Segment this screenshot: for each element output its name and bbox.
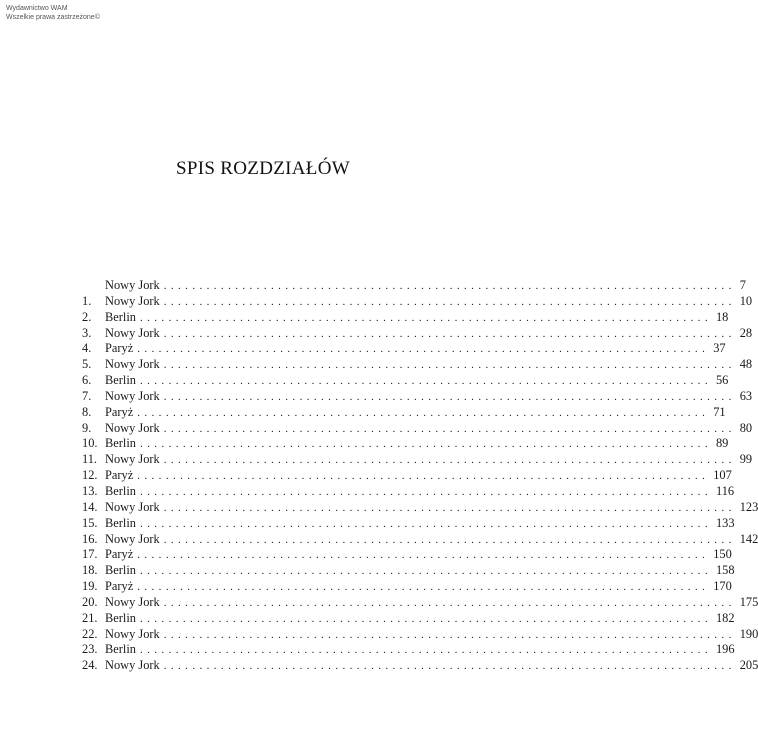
toc-entry — [82, 452, 753, 468]
toc-entry — [82, 357, 753, 373]
chapter-title: Nowy Jork — [105, 452, 160, 467]
chapter-title: Berlin — [105, 610, 136, 625]
toc-entry — [82, 642, 735, 658]
page-number: 99 — [739, 452, 753, 467]
dot-leader: ................................................................................ — [163, 454, 736, 467]
dot-leader: ................................................................................ — [139, 311, 712, 324]
page-title: SPIS ROZDZIAŁÓW — [176, 158, 350, 179]
page-number: 182 — [715, 610, 735, 625]
dot-leader: ................................................................................ — [139, 644, 712, 657]
chapter-title: Berlin — [105, 436, 136, 451]
page-number: 196 — [715, 642, 735, 657]
toc-entry — [82, 483, 735, 500]
chapter-title: Berlin — [105, 515, 136, 530]
chapter-title: Nowy Jork — [105, 388, 160, 403]
copyright-notice: Wszelkie prawa zastrzeżone© — [6, 14, 100, 21]
page-number: 89 — [715, 436, 729, 451]
toc-entry — [82, 436, 729, 452]
dot-leader: ................................................................................ — [163, 390, 736, 403]
dot-leader: ................................................................................ — [137, 549, 710, 562]
page-number: 175 — [739, 594, 758, 609]
chapter-number: 19. — [82, 579, 98, 594]
toc-entry — [82, 547, 732, 563]
publisher-notice — [6, 4, 100, 22]
chapter-number: 22. — [82, 626, 98, 641]
toc-entry — [82, 420, 753, 437]
toc-entry — [82, 388, 753, 405]
dot-leader: ................................................................................ — [163, 422, 736, 435]
chapter-number: 4. — [82, 341, 92, 356]
chapter-number: 15. — [82, 515, 98, 530]
chapter-title: Berlin — [105, 309, 136, 324]
chapter-number: 8. — [82, 404, 92, 419]
chapter-number: 11. — [82, 452, 98, 467]
chapter-title: Paryż — [105, 341, 134, 356]
chapter-title: Paryż — [105, 404, 134, 419]
chapter-number: 2. — [82, 309, 92, 324]
page-number: 28 — [739, 325, 753, 340]
dot-leader: ................................................................................ — [163, 660, 736, 673]
page-number: 142 — [739, 531, 758, 546]
toc-entry — [82, 531, 758, 548]
page-number: 56 — [715, 373, 729, 388]
dot-leader: ................................................................................ — [163, 628, 736, 641]
dot-leader: ................................................................................ — [139, 612, 712, 625]
chapter-title: Paryż — [105, 547, 134, 562]
chapter-number: 3. — [82, 325, 92, 340]
toc-entry — [82, 515, 735, 532]
chapter-number: 1. — [82, 293, 92, 308]
toc-entry — [82, 658, 758, 674]
chapter-number: 9. — [82, 420, 92, 435]
toc-entry — [82, 278, 746, 294]
publisher-name: Wydawnictwo WAM — [6, 5, 68, 12]
chapter-number: 6. — [82, 373, 92, 388]
page-number: 133 — [715, 515, 735, 530]
chapter-title: Nowy Jork — [105, 293, 160, 308]
chapter-title: Nowy Jork — [105, 531, 160, 546]
page-number: 158 — [715, 563, 735, 578]
chapter-title: Berlin — [105, 563, 136, 578]
toc-entry — [82, 563, 735, 579]
toc-entry — [82, 341, 726, 357]
page-number: 190 — [739, 626, 758, 641]
page-number: 170 — [713, 579, 732, 594]
chapter-number: 23. — [82, 642, 98, 657]
chapter-title: Nowy Jork — [105, 499, 160, 514]
dot-leader: ................................................................................ — [163, 327, 736, 340]
chapter-title: Nowy Jork — [105, 325, 160, 340]
chapter-title: Nowy Jork — [105, 278, 160, 292]
page-number: 48 — [739, 357, 753, 372]
page-number: 71 — [713, 404, 726, 419]
dot-leader: ................................................................................ — [137, 581, 710, 594]
page-number: 63 — [739, 388, 753, 403]
page-number: 7 — [739, 278, 746, 292]
dot-leader: ................................................................................ — [137, 406, 710, 419]
toc-entry — [82, 468, 732, 484]
chapter-title: Nowy Jork — [105, 594, 160, 609]
dot-leader: ................................................................................ — [163, 359, 736, 372]
chapter-title: Nowy Jork — [105, 420, 160, 435]
page-number: 150 — [713, 547, 732, 562]
dot-leader: ................................................................................ — [139, 485, 712, 498]
chapter-number: 14. — [82, 499, 98, 514]
chapter-title: Nowy Jork — [105, 357, 160, 372]
chapter-title: Nowy Jork — [105, 658, 160, 673]
toc-entry — [82, 626, 758, 643]
chapter-number: 17. — [82, 547, 98, 562]
chapter-title: Paryż — [105, 468, 134, 483]
chapter-number: 21. — [82, 610, 98, 625]
chapter-title: Nowy Jork — [105, 626, 160, 641]
dot-leader: ................................................................................ — [139, 375, 712, 388]
toc-entry — [82, 499, 758, 516]
chapter-number: 24. — [82, 658, 98, 673]
dot-leader: ................................................................................ — [137, 343, 710, 356]
chapter-number: 13. — [82, 483, 98, 498]
page-number: 205 — [739, 658, 758, 673]
chapter-title: Berlin — [105, 373, 136, 388]
toc-entry — [82, 325, 753, 342]
chapter-title: Paryż — [105, 579, 134, 594]
toc-entry — [82, 309, 729, 326]
page-number: 37 — [713, 341, 726, 356]
table-of-contents — [82, 278, 758, 674]
dot-leader: ................................................................................ — [139, 517, 712, 530]
chapter-title: Berlin — [105, 483, 136, 498]
chapter-number: 16. — [82, 531, 98, 546]
toc-entry — [82, 373, 729, 389]
toc-entry — [82, 610, 735, 627]
dot-leader: ................................................................................ — [163, 596, 736, 609]
toc-entry — [82, 579, 732, 595]
dot-leader: ................................................................................ — [163, 501, 736, 514]
chapter-number: 12. — [82, 468, 98, 483]
page-number: 123 — [739, 499, 758, 514]
page-number: 18 — [715, 309, 729, 324]
toc-entry — [82, 404, 726, 421]
toc-entry — [82, 293, 753, 310]
chapter-number: 10. — [82, 436, 98, 451]
chapter-number: 5. — [82, 357, 92, 372]
chapter-title: Berlin — [105, 642, 136, 657]
dot-leader: ................................................................................ — [139, 565, 712, 578]
toc-entry — [82, 594, 758, 611]
chapter-number: 18. — [82, 563, 98, 578]
page-number: 107 — [713, 468, 732, 483]
dot-leader: ................................................................................ — [139, 438, 712, 451]
page-number: 10 — [739, 293, 753, 308]
dot-leader: ................................................................................ — [163, 533, 736, 546]
chapter-number: 20. — [82, 594, 98, 609]
dot-leader: ................................................................................ — [137, 470, 710, 483]
chapter-number: 7. — [82, 388, 92, 403]
page-number: 80 — [739, 420, 753, 435]
dot-leader: ................................................................................ — [163, 295, 736, 308]
page-number: 116 — [715, 483, 735, 498]
dot-leader: ................................................................................ — [163, 280, 736, 292]
